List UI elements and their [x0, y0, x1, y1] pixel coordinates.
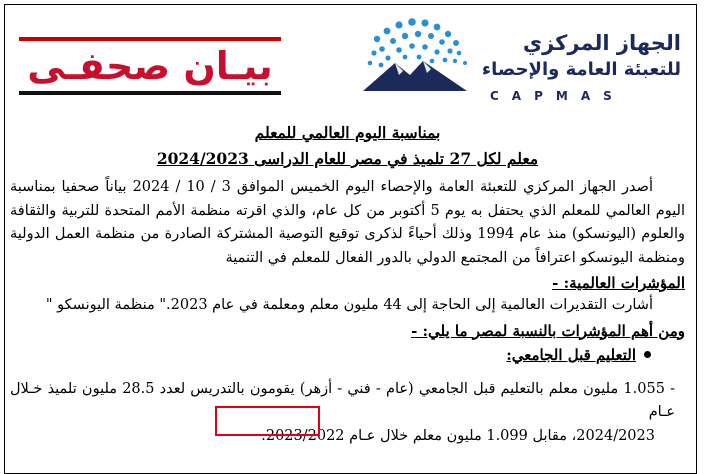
pre-university-text-line2-span: 2024/2023، مقابل 1.099 مليون معلم خلال عـام 2023/2022.: [261, 427, 655, 444]
pre-university-text-line2: [10, 425, 685, 449]
press-release-banner: [19, 37, 281, 95]
intro-paragraph-text: أصدر الجهاز المركزي للتعبئة العامة والإحصاء اليوم الخميس الموافق 3 / 10 / 2024 بياناً صحفيا بمناسبة اليوم العالمي للمعلم الذي يحتفل به يوم 5 أكتوبر من كل عام، والذي اقرته منظمة الأمم المتحدة للتربية والثقافة والعلوم (اليونسكو) منذ عام 1994 وذلك أحياءً لذكرى توقيع التوصية المشتركة الصادرة من منظمة العمل الدولية ومنظمة اليونسكو اعترافاً من المجتمع الدولي بالدور الفعال للمعلم في التنمية: [10, 179, 686, 266]
pre-university-bullet: [10, 344, 685, 366]
bullet-dot-icon: [644, 351, 651, 358]
document-body: [10, 120, 685, 448]
capmas-dots-mountain-icon: [355, 9, 475, 99]
global-indicators-text-span: أشارت التقديرات العالمية إلى الحاجة إلى 44 مليون معلم ومعلمة في عام 2023." منظمة اليونسكو ": [45, 297, 653, 313]
intro-paragraph: [10, 176, 685, 270]
egypt-indicators-heading: ومن أهم المؤشرات بالنسبة لمصر ما يلي: -: [411, 321, 685, 340]
pre-university-text-line1: [10, 378, 685, 425]
pre-university-heading: التعليم قبل الجامعي:: [506, 345, 636, 364]
global-indicators-heading: المؤشرات العالمية: -: [552, 274, 685, 292]
document-title-line1: بمناسبة اليوم العالمي للمعلم: [254, 123, 441, 142]
global-indicators-text: [10, 294, 685, 318]
capmas-logo: [355, 9, 695, 105]
org-name-line2: للتعبئة العامة والإحصاء: [481, 59, 681, 80]
org-acronym: CAPMAS: [490, 89, 625, 103]
org-name-line1: الجهاز المركزي: [522, 31, 681, 55]
press-release-title: بيـان صحفـى: [27, 44, 273, 88]
highlight-annotation-box: [215, 406, 320, 436]
pre-university-text-line1-span: - 1.055 مليون معلم بالتعليم قبل الجامعي (عام - فني - أزهر) يقومون بالتدريس لعدد 28.5 مليون تلميذ خـلال عـام: [10, 380, 675, 420]
document-title-line2: معلم لكل 27 تلميذ في مصر للعام الدراسى 2024/2023: [156, 149, 539, 168]
